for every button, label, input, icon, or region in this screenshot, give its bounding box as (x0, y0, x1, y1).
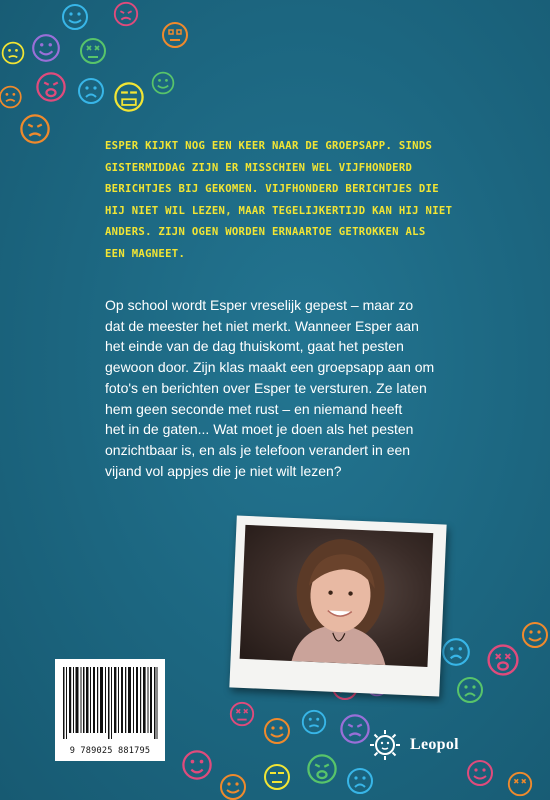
emoji-doodle-icon (30, 32, 62, 64)
emoji-doodle-icon (160, 20, 190, 50)
polaroid-frame (229, 516, 446, 697)
isbn-number: 9 789025 881795 (69, 746, 151, 756)
publisher-logo (368, 728, 459, 762)
lion-logo-icon (368, 728, 402, 762)
blurb-line: ANDERS. ZIJN OGEN WORDEN ERNAARTOE GETROKKEN ALS (105, 226, 426, 238)
emoji-doodle-icon (76, 76, 106, 106)
blurb-line: BERICHTJES BIJ GEKOMEN. VIJFHONDERD BERICHTJES DIE (105, 183, 439, 195)
description-line: onzichtbaar is, en als je telefoon verandert in een (105, 441, 411, 458)
description-line: het in de gaten... Wat moet je doen als het pesten (105, 421, 414, 438)
emoji-doodle-icon (180, 748, 214, 782)
emoji-doodle-icon (305, 752, 339, 786)
emoji-doodle-icon (455, 675, 485, 705)
blurb-line: EEN MAGNEET. (105, 247, 186, 260)
emoji-doodle-icon (520, 620, 550, 650)
emoji-doodle-icon (112, 80, 146, 114)
author-photo (240, 525, 434, 667)
emoji-doodle-icon (440, 636, 472, 668)
emoji-doodle-icon (34, 70, 68, 104)
description-line: foto's en berichten over Esper te versturen. Ze laten (105, 379, 427, 396)
emoji-doodle-icon (300, 708, 328, 736)
emoji-doodle-icon (0, 40, 26, 66)
publisher-name: Leopol (410, 736, 459, 753)
description-line: Op school wordt Esper vreselijk gepest – maar zo (105, 297, 414, 313)
emoji-doodle-icon (338, 712, 372, 746)
description-line: vijand vol appjes die je niet wilt lezen? (105, 462, 342, 479)
emoji-doodle-icon (112, 0, 140, 28)
emoji-doodle-icon (18, 112, 52, 146)
description-line: het einde van de dag thuiskomt, gaat het pesten (105, 338, 404, 355)
emoji-doodle-icon (150, 70, 176, 96)
description-line: gewoon door. Zijn klas maakt een groepsapp aan om (105, 359, 435, 376)
emoji-doodle-icon (0, 82, 26, 112)
emoji-doodle-icon (218, 772, 248, 800)
barcode-icon (62, 667, 158, 739)
blurb-line: GISTERMIDDAG ZIJN ER MISSCHIEN WEL VIJFHONDERD (105, 161, 413, 174)
author-portrait-icon (240, 525, 434, 667)
emoji-doodle-icon (505, 770, 535, 798)
barcode (55, 659, 165, 761)
description-line: dat de meester het niet merkt. Wanneer Esper aan (105, 317, 419, 334)
emoji-doodle-icon (78, 36, 108, 66)
emoji-doodle-icon (345, 766, 375, 796)
emoji-doodle-icon (262, 762, 292, 792)
blurb-line: ESPER KIJKT NOG EEN KEER NAAR DE GROEPSAPP. SINDS (105, 140, 433, 152)
blurb-line: HIJ NIET WIL LEZEN, MAAR TEGELIJKERTIJD KAN HIJ NIET (105, 204, 453, 217)
emoji-doodle-icon (485, 642, 521, 678)
emoji-doodle-icon (228, 700, 256, 728)
emoji-doodle-icon (60, 2, 90, 32)
description-line: hem geen seconde met rust – en niemand heeft (105, 400, 403, 417)
book-description (105, 295, 457, 481)
teaser-blurb (105, 136, 470, 265)
emoji-doodle-icon (262, 716, 292, 746)
emoji-doodle-icon (465, 758, 495, 788)
